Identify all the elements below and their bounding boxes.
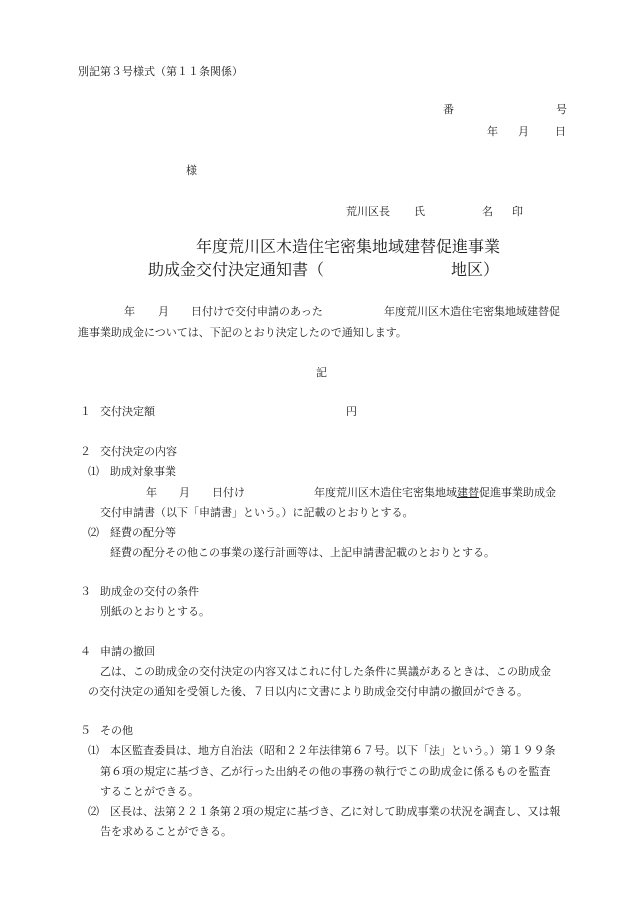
date-month-label: 月 <box>518 125 529 138</box>
section5-item1-line3: することができる。 <box>100 785 199 798</box>
intro-text-b: 年度荒川区木造住宅密集地域建替促 <box>384 305 560 318</box>
section2-item1-line2: 交付申請書（以下「申請書」という。）に記載のとおりとする。 <box>100 506 414 519</box>
section2-item1-label: 助成対象事業 <box>110 465 176 478</box>
issuer-mei: 名 <box>482 205 493 218</box>
section2-item1-month: 月 <box>179 486 190 499</box>
section4-line2: の交付決定の通知を受領した後、７日以内に文書により助成金交付申請の撤回ができる。 <box>88 685 528 698</box>
section5-item1-line2: 第６項の規定に基づき、乙が行った出納その他の事務の執行でこの助成金に係るものを監査 <box>100 765 551 778</box>
section2-number: ２ <box>80 445 91 458</box>
section5-item1-line1: 本区監査委員は、地方自治法（昭和２２年法律第６７号。以下「法」という。）第１９９条 <box>110 744 556 757</box>
section5-item2-line2: 告を求めることができる。 <box>100 825 232 838</box>
section2-item1-text-underlined: 建替 <box>457 486 479 499</box>
issuer-title: 荒川区長 <box>346 205 390 218</box>
section3-number: ３ <box>80 585 91 598</box>
date-day-label: 日 <box>555 125 566 138</box>
section5-item2-line1: 区長は、法第２２１条第２項の規定に基づき、乙に対して助成事業の状況を調査し、又は報 <box>110 805 561 818</box>
ki-marker: 記 <box>316 366 327 379</box>
section2-item1-text-a: 年度荒川区木造住宅密集地域 <box>314 486 457 499</box>
issuer-shi: 氏 <box>414 205 425 218</box>
section5-item2-number: ⑵ <box>88 805 99 818</box>
section4-line1: 乙は、この助成金の交付決定の内容又はこれに付した条件に異議があるときは、この助成金 <box>100 665 551 678</box>
section4-number: ４ <box>80 645 91 658</box>
document-title-line2-right: 地区） <box>451 260 500 279</box>
date-year-label: 年 <box>487 125 498 138</box>
section1-label: 交付決定額 <box>100 405 155 418</box>
section3-heading: 助成金の交付の条件 <box>100 585 199 598</box>
addressee-honorific: 様 <box>186 164 197 177</box>
document-title-line2-left: 助成金交付決定通知書（ <box>148 260 325 279</box>
section2-item1-number: ⑴ <box>88 465 99 478</box>
section3-text: 別紙のとおりとする。 <box>100 605 210 618</box>
section4-heading: 申請の撤回 <box>100 645 155 658</box>
section2-heading: 交付決定の内容 <box>100 445 177 458</box>
section2-item1-day: 日付け <box>212 486 245 499</box>
issuer-seal: 印 <box>512 205 523 218</box>
section2-item1-year: 年 <box>146 486 157 499</box>
form-reference: 別記第３号様式（第１１条関係） <box>78 65 243 78</box>
section2-item2-number: ⑵ <box>88 526 99 539</box>
section5-number: ５ <box>80 724 91 737</box>
document-number-suffix: 号 <box>556 103 567 116</box>
section1-unit: 円 <box>346 405 357 418</box>
intro-line2: 進事業助成金については、下記のとおり決定したので通知します。 <box>78 326 407 339</box>
intro-text-a: 日付けで交付申請のあった <box>191 305 323 318</box>
section1-number: １ <box>80 405 91 418</box>
intro-year: 年 <box>124 305 135 318</box>
document-title-line1: 年度荒川区木造住宅密集地域建替促進事業 <box>196 237 501 256</box>
document-number-label: 番 <box>443 103 454 116</box>
section2-item1-text-b: 促進事業助成金 <box>479 486 556 499</box>
section5-item1-number: ⑴ <box>88 744 99 757</box>
section2-item2-text: 経費の配分その他この事業の遂行計画等は、上記申請書記載のとおりとする。 <box>110 546 495 559</box>
section2-item1-text <box>314 487 556 498</box>
section2-item2-label: 経費の配分等 <box>110 526 176 539</box>
intro-month: 月 <box>158 305 169 318</box>
section5-heading: その他 <box>100 724 133 737</box>
